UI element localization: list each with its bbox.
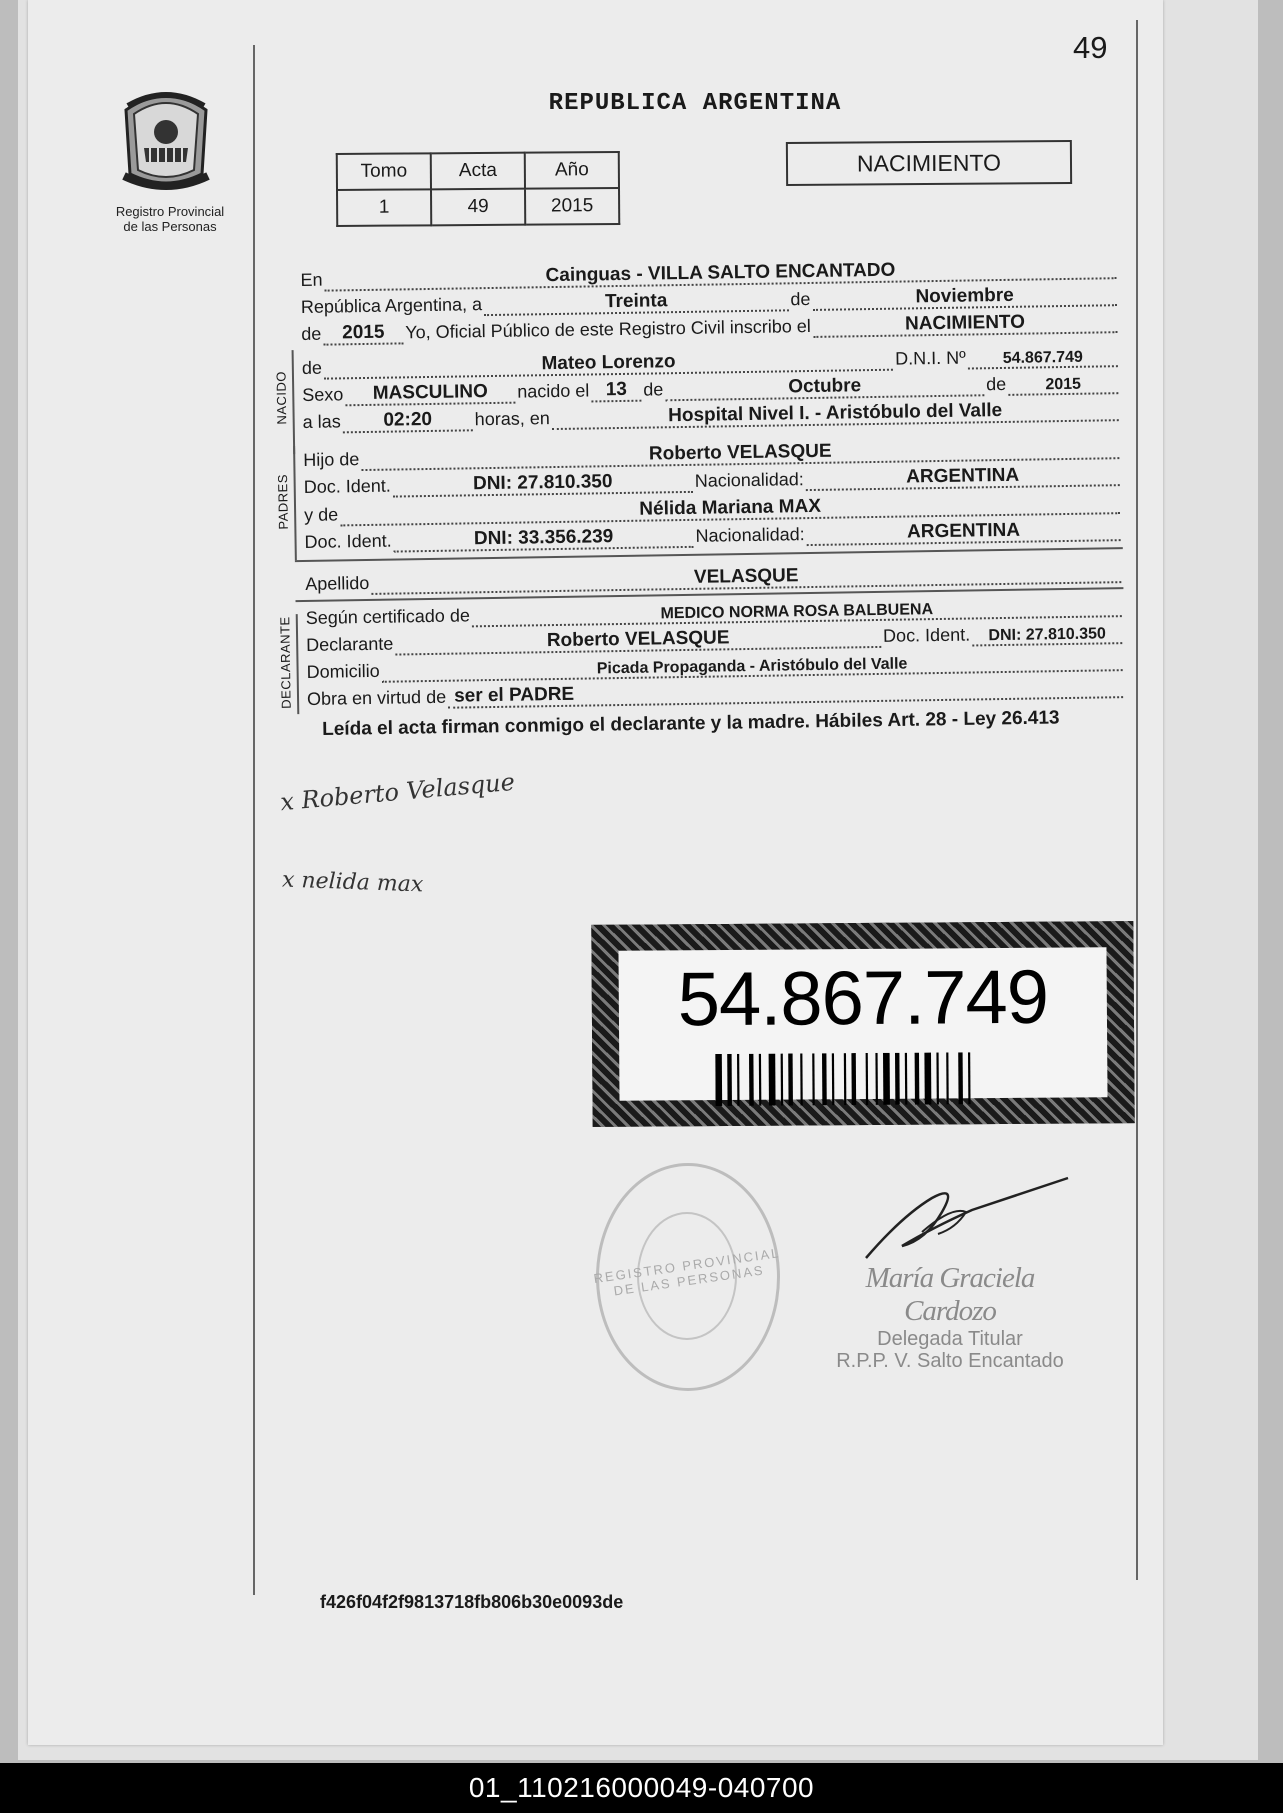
label-de-nac-mes: de xyxy=(643,379,664,400)
value-dni: 54.867.749 xyxy=(1002,348,1083,367)
label-de-mes: de xyxy=(790,288,811,310)
barcode-bar xyxy=(844,1053,847,1105)
stamp-inner-panel xyxy=(618,947,1107,1100)
barcode-bar xyxy=(822,1053,827,1105)
province-coat-of-arms-logo xyxy=(120,88,212,198)
value-madre-nac: ARGENTINA xyxy=(906,519,1021,543)
value-acto: NACIMIENTO xyxy=(904,311,1026,335)
label-segun-certificado: Según certificado de xyxy=(305,605,471,628)
label-en: En xyxy=(300,269,323,290)
barcode-bar xyxy=(749,1054,754,1106)
label-de-nombre: de xyxy=(301,357,323,378)
barcode-icon xyxy=(715,1052,1015,1106)
side-label-nacido: NACIDO xyxy=(273,370,290,425)
value-anio: 2015 xyxy=(525,188,619,225)
field-sexo xyxy=(345,383,515,407)
barcode-bar xyxy=(936,1052,939,1104)
field-madre-doc xyxy=(393,527,693,553)
value-acta: 49 xyxy=(431,189,525,226)
barcode-bar xyxy=(915,1053,920,1105)
value-anio: 2015 xyxy=(342,321,385,344)
barcode-bar xyxy=(769,1054,776,1106)
act-type-box: NACIMIENTO xyxy=(786,140,1072,186)
value-padre-nac: ARGENTINA xyxy=(906,464,1020,488)
label-de-anio: de xyxy=(301,323,322,344)
barcode-bar xyxy=(715,1054,722,1106)
form-body xyxy=(273,237,1137,720)
barcode-bar xyxy=(875,1053,878,1105)
field-dia xyxy=(484,290,789,316)
barcode-bar xyxy=(924,1053,931,1105)
header-tomo: Tomo xyxy=(337,153,431,190)
document-title: REPUBLICA ARGENTINA xyxy=(548,90,842,117)
field-mes xyxy=(812,285,1117,311)
barcode-bar xyxy=(832,1053,835,1105)
header-anio: Año xyxy=(525,152,619,189)
field-acto xyxy=(813,312,1118,338)
value-certificado: MEDICO NORMA ROSA BALBUENA xyxy=(660,601,934,623)
seal-text: REGISTRO PROVINCIAL DE LAS PERSONAS xyxy=(592,1245,782,1299)
field-nac-anio xyxy=(1008,373,1118,396)
label-a-las: a las xyxy=(302,411,341,432)
barcode-bar xyxy=(866,1053,869,1105)
barcode-bar xyxy=(968,1052,971,1104)
barcode-bar xyxy=(759,1054,762,1106)
value-padre: Roberto VELASQUE xyxy=(648,440,832,465)
barcode-bar xyxy=(895,1053,900,1105)
label-dni: D.N.I. Nº xyxy=(895,347,966,369)
document-hash: f426f04f2f9813718fb806b30e0093de xyxy=(320,1592,624,1612)
label-domicilio: Domicilio xyxy=(306,660,380,682)
label-padre-doc: Doc. Ident. xyxy=(303,475,391,497)
value-madre: Nélida Mariana MAX xyxy=(639,495,822,520)
field-hora xyxy=(343,410,473,433)
value-padre-doc: DNI: 27.810.350 xyxy=(472,471,613,495)
value-hora: 02:20 xyxy=(383,408,433,431)
value-madre-doc: DNI: 33.356.239 xyxy=(473,526,614,550)
value-nac-mes: Octubre xyxy=(788,375,862,398)
field-padre-nac xyxy=(806,465,1120,491)
label-hijo-de: Hijo de xyxy=(303,449,360,470)
registry-seal xyxy=(592,1163,782,1391)
barcode-bar xyxy=(788,1053,793,1105)
registry-name xyxy=(100,204,240,234)
value-lugar: Cainguas - VILLA SALTO ENCANTADO xyxy=(545,259,896,287)
field-lugar-nac xyxy=(552,400,1119,430)
official-name: María Graciela Cardozo xyxy=(865,1262,1035,1327)
barcode-bar xyxy=(946,1052,949,1104)
value-dia: Treinta xyxy=(604,290,668,313)
field-dni xyxy=(968,346,1118,369)
official-signature-mark xyxy=(862,1176,1072,1273)
value-mes: Noviembre xyxy=(915,284,1014,308)
value-declarante-doc: DNI: 27.810.350 xyxy=(988,625,1106,645)
legal-text: Leída el acta firman conmigo el declarante y la madre. Hábiles Art. 28 - Ley 26.413 xyxy=(322,707,1060,740)
barcode-bar xyxy=(727,1054,732,1106)
dni-stamp-number: 54.867.749 xyxy=(677,954,1049,1043)
header-acta: Acta xyxy=(431,153,525,190)
side-label-padres: PADRES xyxy=(275,473,291,530)
barcode-bar xyxy=(883,1053,890,1105)
barcode-bar xyxy=(800,1053,803,1105)
field-padre-doc xyxy=(393,472,693,498)
value-tomo: 1 xyxy=(337,189,431,226)
field-nac-mes xyxy=(665,375,984,401)
field-madre-nac xyxy=(807,520,1121,546)
record-table xyxy=(336,151,621,227)
barcode-bar xyxy=(905,1053,908,1105)
record-table-value-row xyxy=(337,188,619,226)
value-nac-dia: 13 xyxy=(605,378,628,401)
barcode-bar xyxy=(737,1054,740,1106)
value-declarante: Roberto VELASQUE xyxy=(546,627,730,652)
barcode-bar xyxy=(781,1054,784,1106)
label-obra-en-virtud: Obra en virtud de xyxy=(306,686,447,709)
label-nacido-el: nacido el xyxy=(517,380,590,402)
field-nac-dia xyxy=(591,378,641,403)
value-nombre: Mateo Lorenzo xyxy=(541,351,676,375)
value-domicilio: Picada Propaganda - Aristóbulo del Valle xyxy=(596,655,908,678)
dni-stamp xyxy=(591,921,1134,1127)
official-office: R.P.P. V. Salto Encantado xyxy=(836,1350,1064,1372)
field-anio xyxy=(323,323,403,345)
value-apellido: VELASQUE xyxy=(693,565,799,588)
label-y-de: y de xyxy=(304,504,339,525)
value-nac-anio: 2015 xyxy=(1045,375,1082,394)
left-margin-line xyxy=(253,45,255,1595)
label-declarante-doc: Doc. Ident. xyxy=(882,624,971,646)
official-signature-block xyxy=(820,1262,1080,1372)
label-madre-doc: Doc. Ident. xyxy=(304,530,392,552)
field-en-virtud xyxy=(448,677,1123,709)
label-sexo: Sexo xyxy=(302,384,344,405)
side-label-declarante: DECLARANTE xyxy=(277,616,294,709)
barcode-bar xyxy=(958,1052,963,1104)
field-declarante-doc xyxy=(972,623,1122,646)
value-sexo: MASCULINO xyxy=(372,381,488,404)
label-madre-nac: Nacionalidad: xyxy=(695,524,805,546)
mother-signature: x nelida max xyxy=(281,867,424,898)
value-en-virtud: ser el PADRE xyxy=(453,683,575,707)
label-apellido: Apellido xyxy=(305,572,370,594)
barcode-bar xyxy=(812,1053,815,1105)
father-signature: x Roberto Velasque xyxy=(279,767,516,817)
scan-footer-id: 01_110216000049-040700 xyxy=(0,1763,1283,1813)
label-yo: Yo, Oficial Público de este Registro Civil inscribo el xyxy=(405,315,811,343)
record-table-header-row xyxy=(337,152,619,190)
barcode-bar xyxy=(851,1053,856,1105)
registry-line-2: de las Personas xyxy=(123,219,217,234)
page-number: 49 xyxy=(1073,30,1108,65)
value-lugar-nac: Hospital Nivel I. - Aristóbulo del Valle xyxy=(668,399,1003,427)
registry-line-1: Registro Provincial xyxy=(115,204,225,219)
label-declarante: Declarante xyxy=(306,633,394,655)
label-horas-en: horas, en xyxy=(474,408,550,430)
label-padre-nac: Nacionalidad: xyxy=(694,469,804,491)
right-margin-line xyxy=(1136,20,1138,1580)
label-republica: República Argentina, a xyxy=(300,294,483,317)
label-de-nac-anio: de xyxy=(986,373,1007,395)
official-title: Delegada Titular xyxy=(877,1328,1023,1350)
